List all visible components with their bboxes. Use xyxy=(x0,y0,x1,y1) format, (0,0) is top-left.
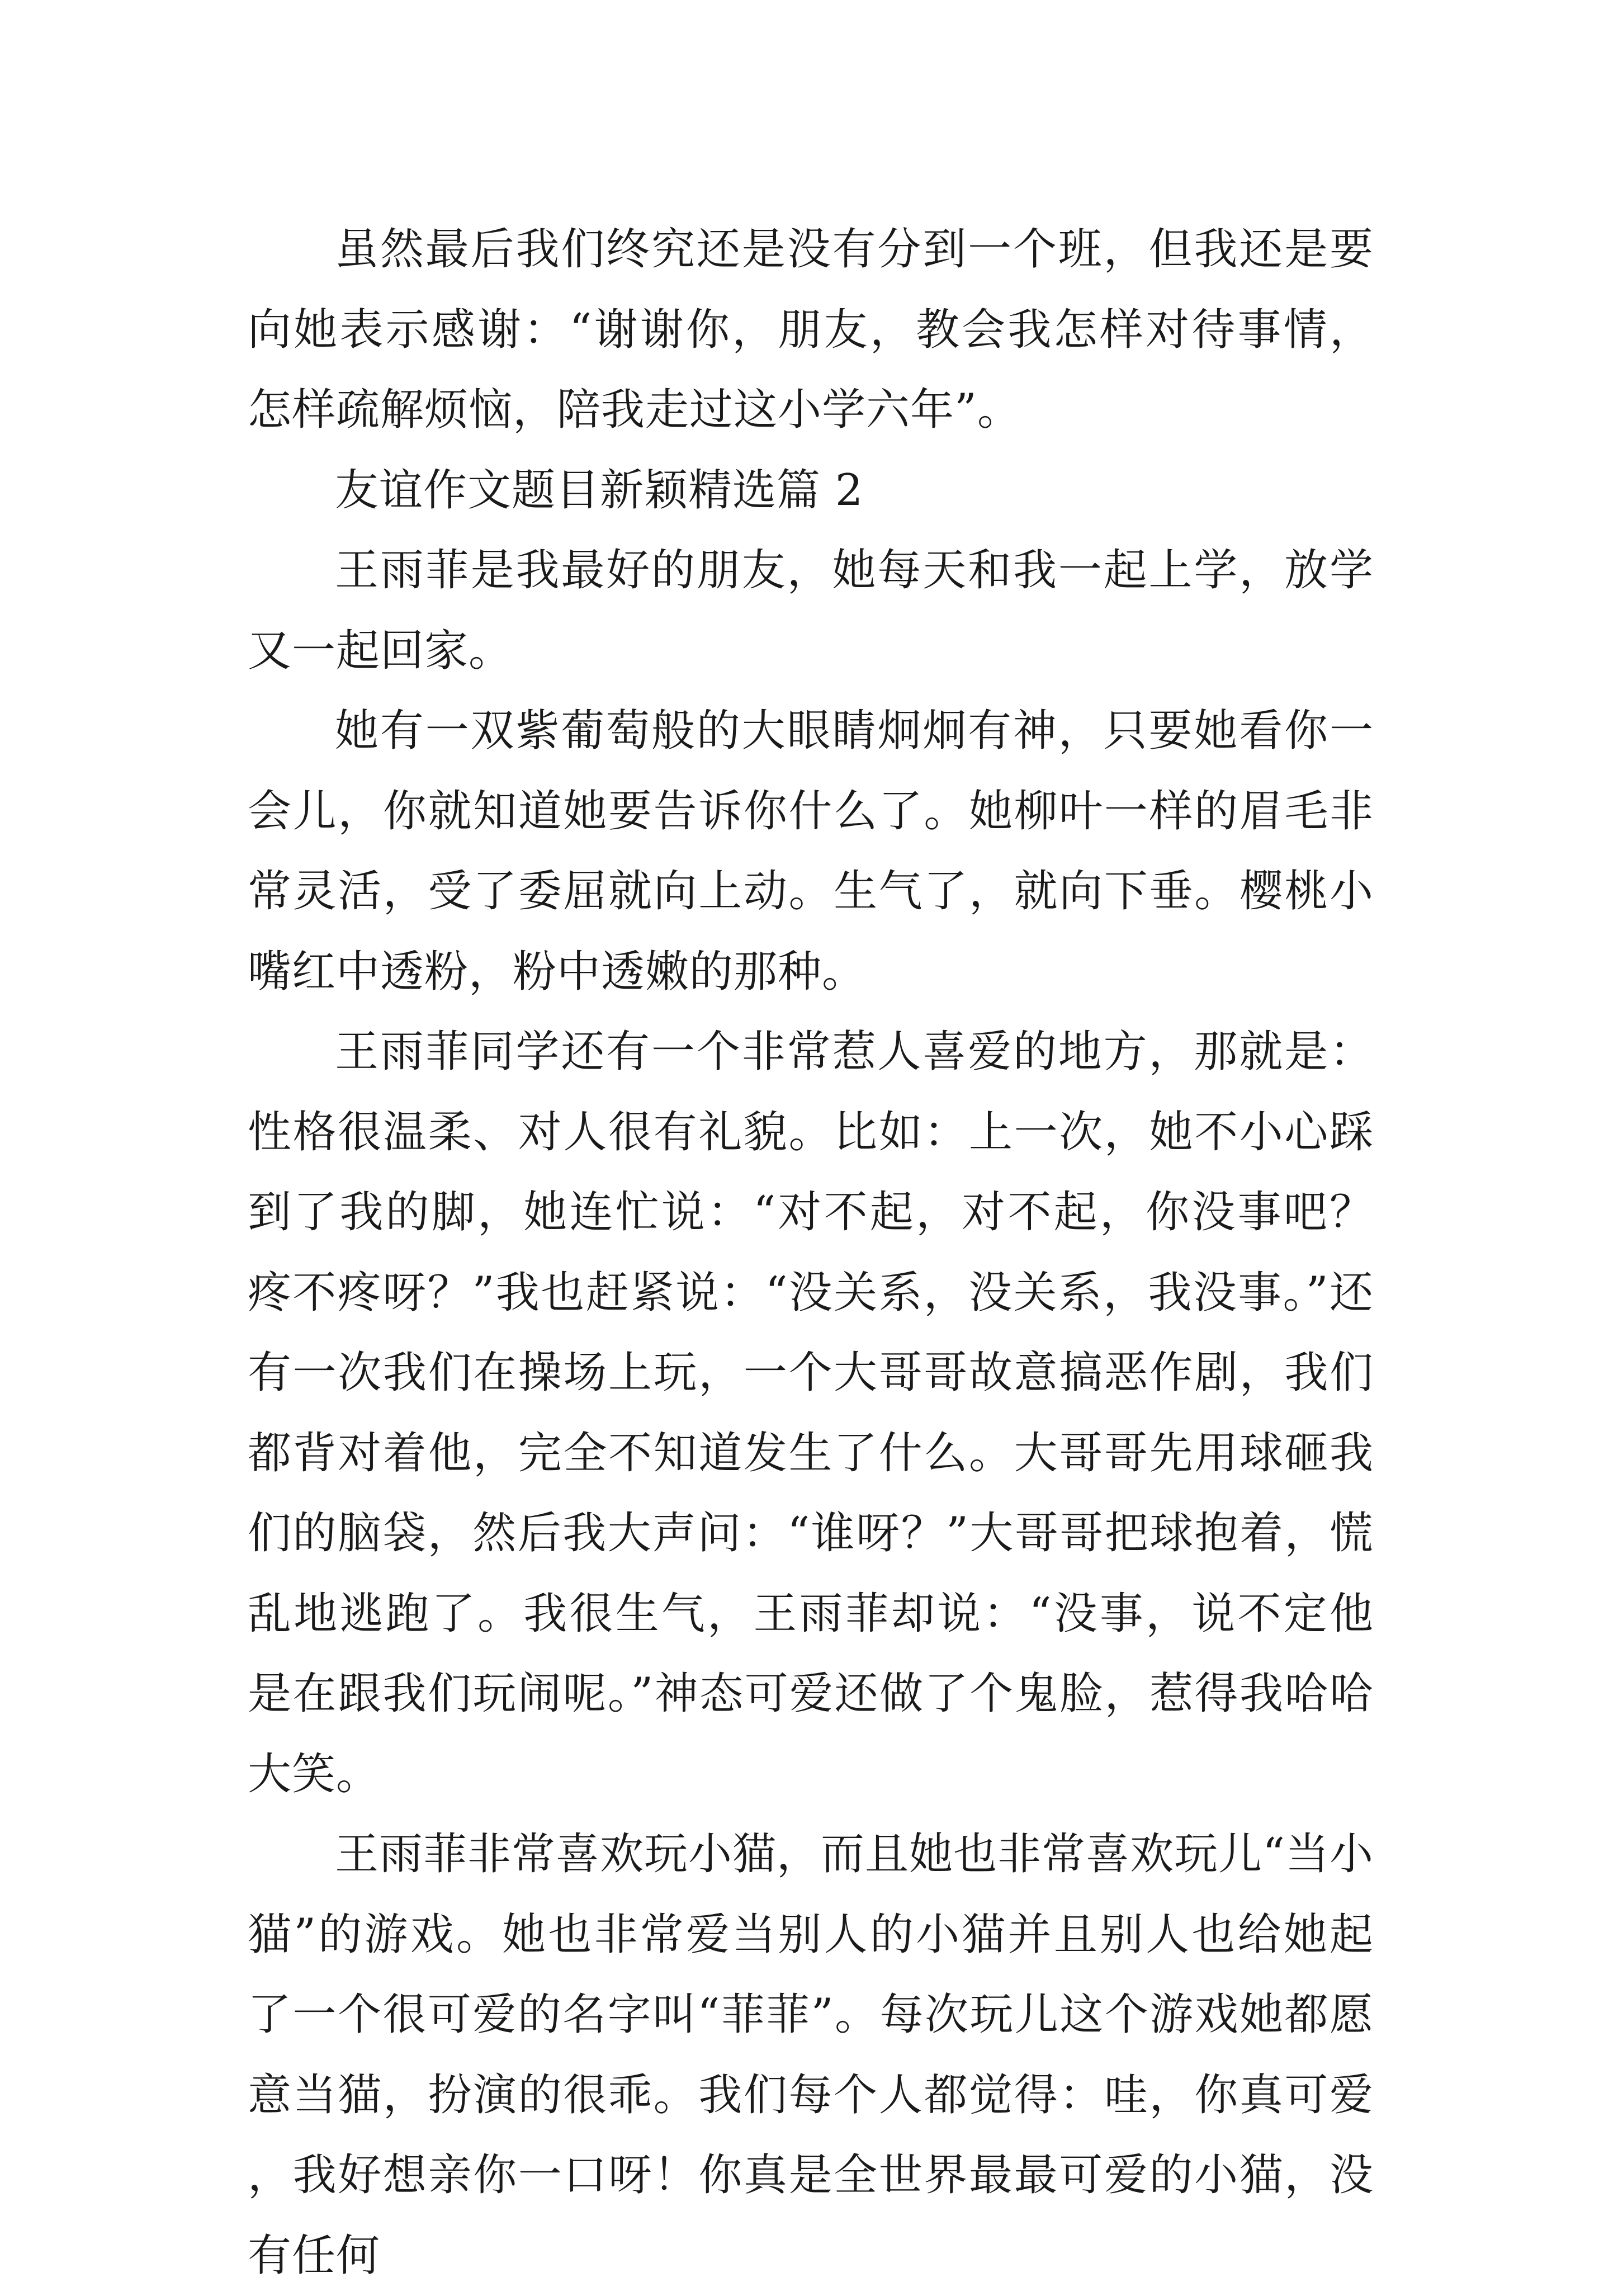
paragraph-kitten-game: 王雨菲非常喜欢玩小猫，而且她也非常喜欢玩儿“当小猫”的游戏。她也非常爱当别人的小猫并且别人也给她起了一个很可爱的名字叫“菲菲”。每次玩儿这个游戏她都愿意当猫，扮演的很乖。我们每个人都觉得：哇，你真可爱，我好想亲你一口呀！你真是全世界最最可爱的小猫，没有任何 xyxy=(248,1829,1374,2281)
paragraph-best-friend: 王雨菲是我最好的朋友，她每天和我一起上学，放学又一起回家。 xyxy=(248,545,1374,676)
paragraph-personality: 王雨菲同学还有一个非常惹人喜爱的地方，那就是：性格很温柔、对人很有礼貌。比如：上一次，她不小心踩到了我的脚，她连忙说：“对不起，对不起，你没事吧？疼不疼呀？”我也赶紧说：“没关系，没关系，我没事。”还有一次我们在操场上玩，一个大哥哥故意搞恶作剧，我们都背对着他，完全不知道发生了什么。大哥哥先用球砸我们的脑袋，然后我大声问：“谁呀？”大哥哥把球抱着，慌乱地逃跑了。我很生气，王雨菲却说：“没事，说不定他是在跟我们玩闹呢。”神态可爱还做了个鬼脸，惹得我哈哈大笑。 xyxy=(248,1027,1374,1799)
document-body xyxy=(248,210,1374,2296)
section-heading: 友谊作文题目新颖精选篇 2 xyxy=(335,465,864,516)
paragraph-appearance: 她有一双紫葡萄般的大眼睛炯炯有神，只要她看你一会儿，你就知道她要告诉你什么了。她柳叶一样的眉毛非常灵活，受了委屈就向上动。生气了，就向下垂。樱桃小嘴红中透粉，粉中透嫩的那种。 xyxy=(248,706,1374,997)
paragraph-thanks: 虽然最后我们终究还是没有分到一个班，但我还是要向她表示感谢：“谢谢你，朋友，教会我怎样对待事情，怎样疏解烦恼，陪我走过这小学六年”。 xyxy=(248,224,1374,435)
